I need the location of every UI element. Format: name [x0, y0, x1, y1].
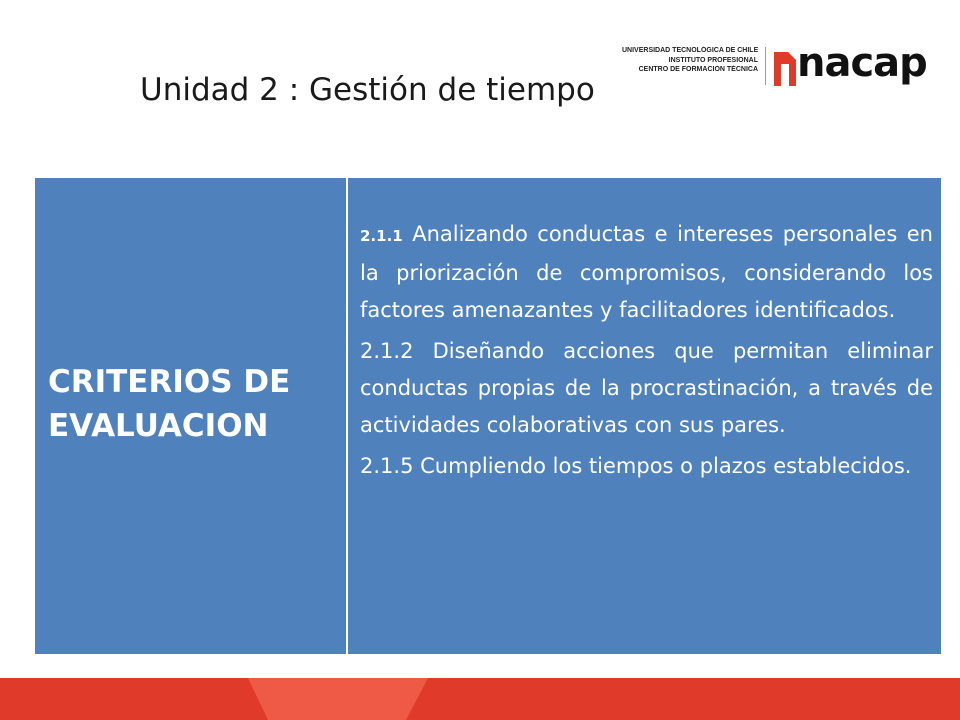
criterion-item — [360, 333, 933, 444]
criterion-text: Diseñando acciones que permitan eliminar conductas propias de la procrastinación, a través de actividades colaborativas con sus pares. — [360, 339, 933, 437]
footer-chevron-shape — [248, 678, 428, 720]
logo-line-institute: INSTITUTO PROFESIONAL — [668, 56, 758, 64]
logo-institution-text — [622, 46, 758, 75]
logo-line-university: UNIVERSIDAD TECNOLÓGICA DE CHILE — [622, 47, 758, 54]
criteria-list — [360, 216, 933, 489]
criteria-heading: CRITERIOS DE EVALUACION — [48, 364, 291, 444]
criterion-text: Cumpliendo los tiempos o plazos establecidos. — [420, 454, 912, 478]
logo-divider — [765, 47, 766, 85]
criterion-text: Analizando conductas e intereses personales en la priorización de compromisos, considerando los factores amenazantes y facilitadores identificados. — [360, 222, 933, 322]
criteria-table — [35, 178, 941, 654]
criterion-item — [360, 216, 933, 329]
inacap-logo — [622, 40, 932, 94]
footer-band — [0, 678, 960, 720]
criteria-label-cell — [35, 178, 348, 654]
logo-wordmark: nacap — [797, 40, 927, 86]
slide-title: Unidad 2 : Gestión de tiempo — [140, 72, 595, 108]
criterion-code: 2.1.2 — [360, 339, 414, 363]
inacap-mark-icon — [774, 52, 796, 86]
logo-line-cft: CENTRO DE FORMACIÓN TÉCNICA — [638, 66, 758, 73]
criterion-item — [360, 448, 933, 485]
criterion-code: 2.1.5 — [360, 454, 414, 478]
criterion-code: 2.1.1 — [360, 227, 403, 245]
